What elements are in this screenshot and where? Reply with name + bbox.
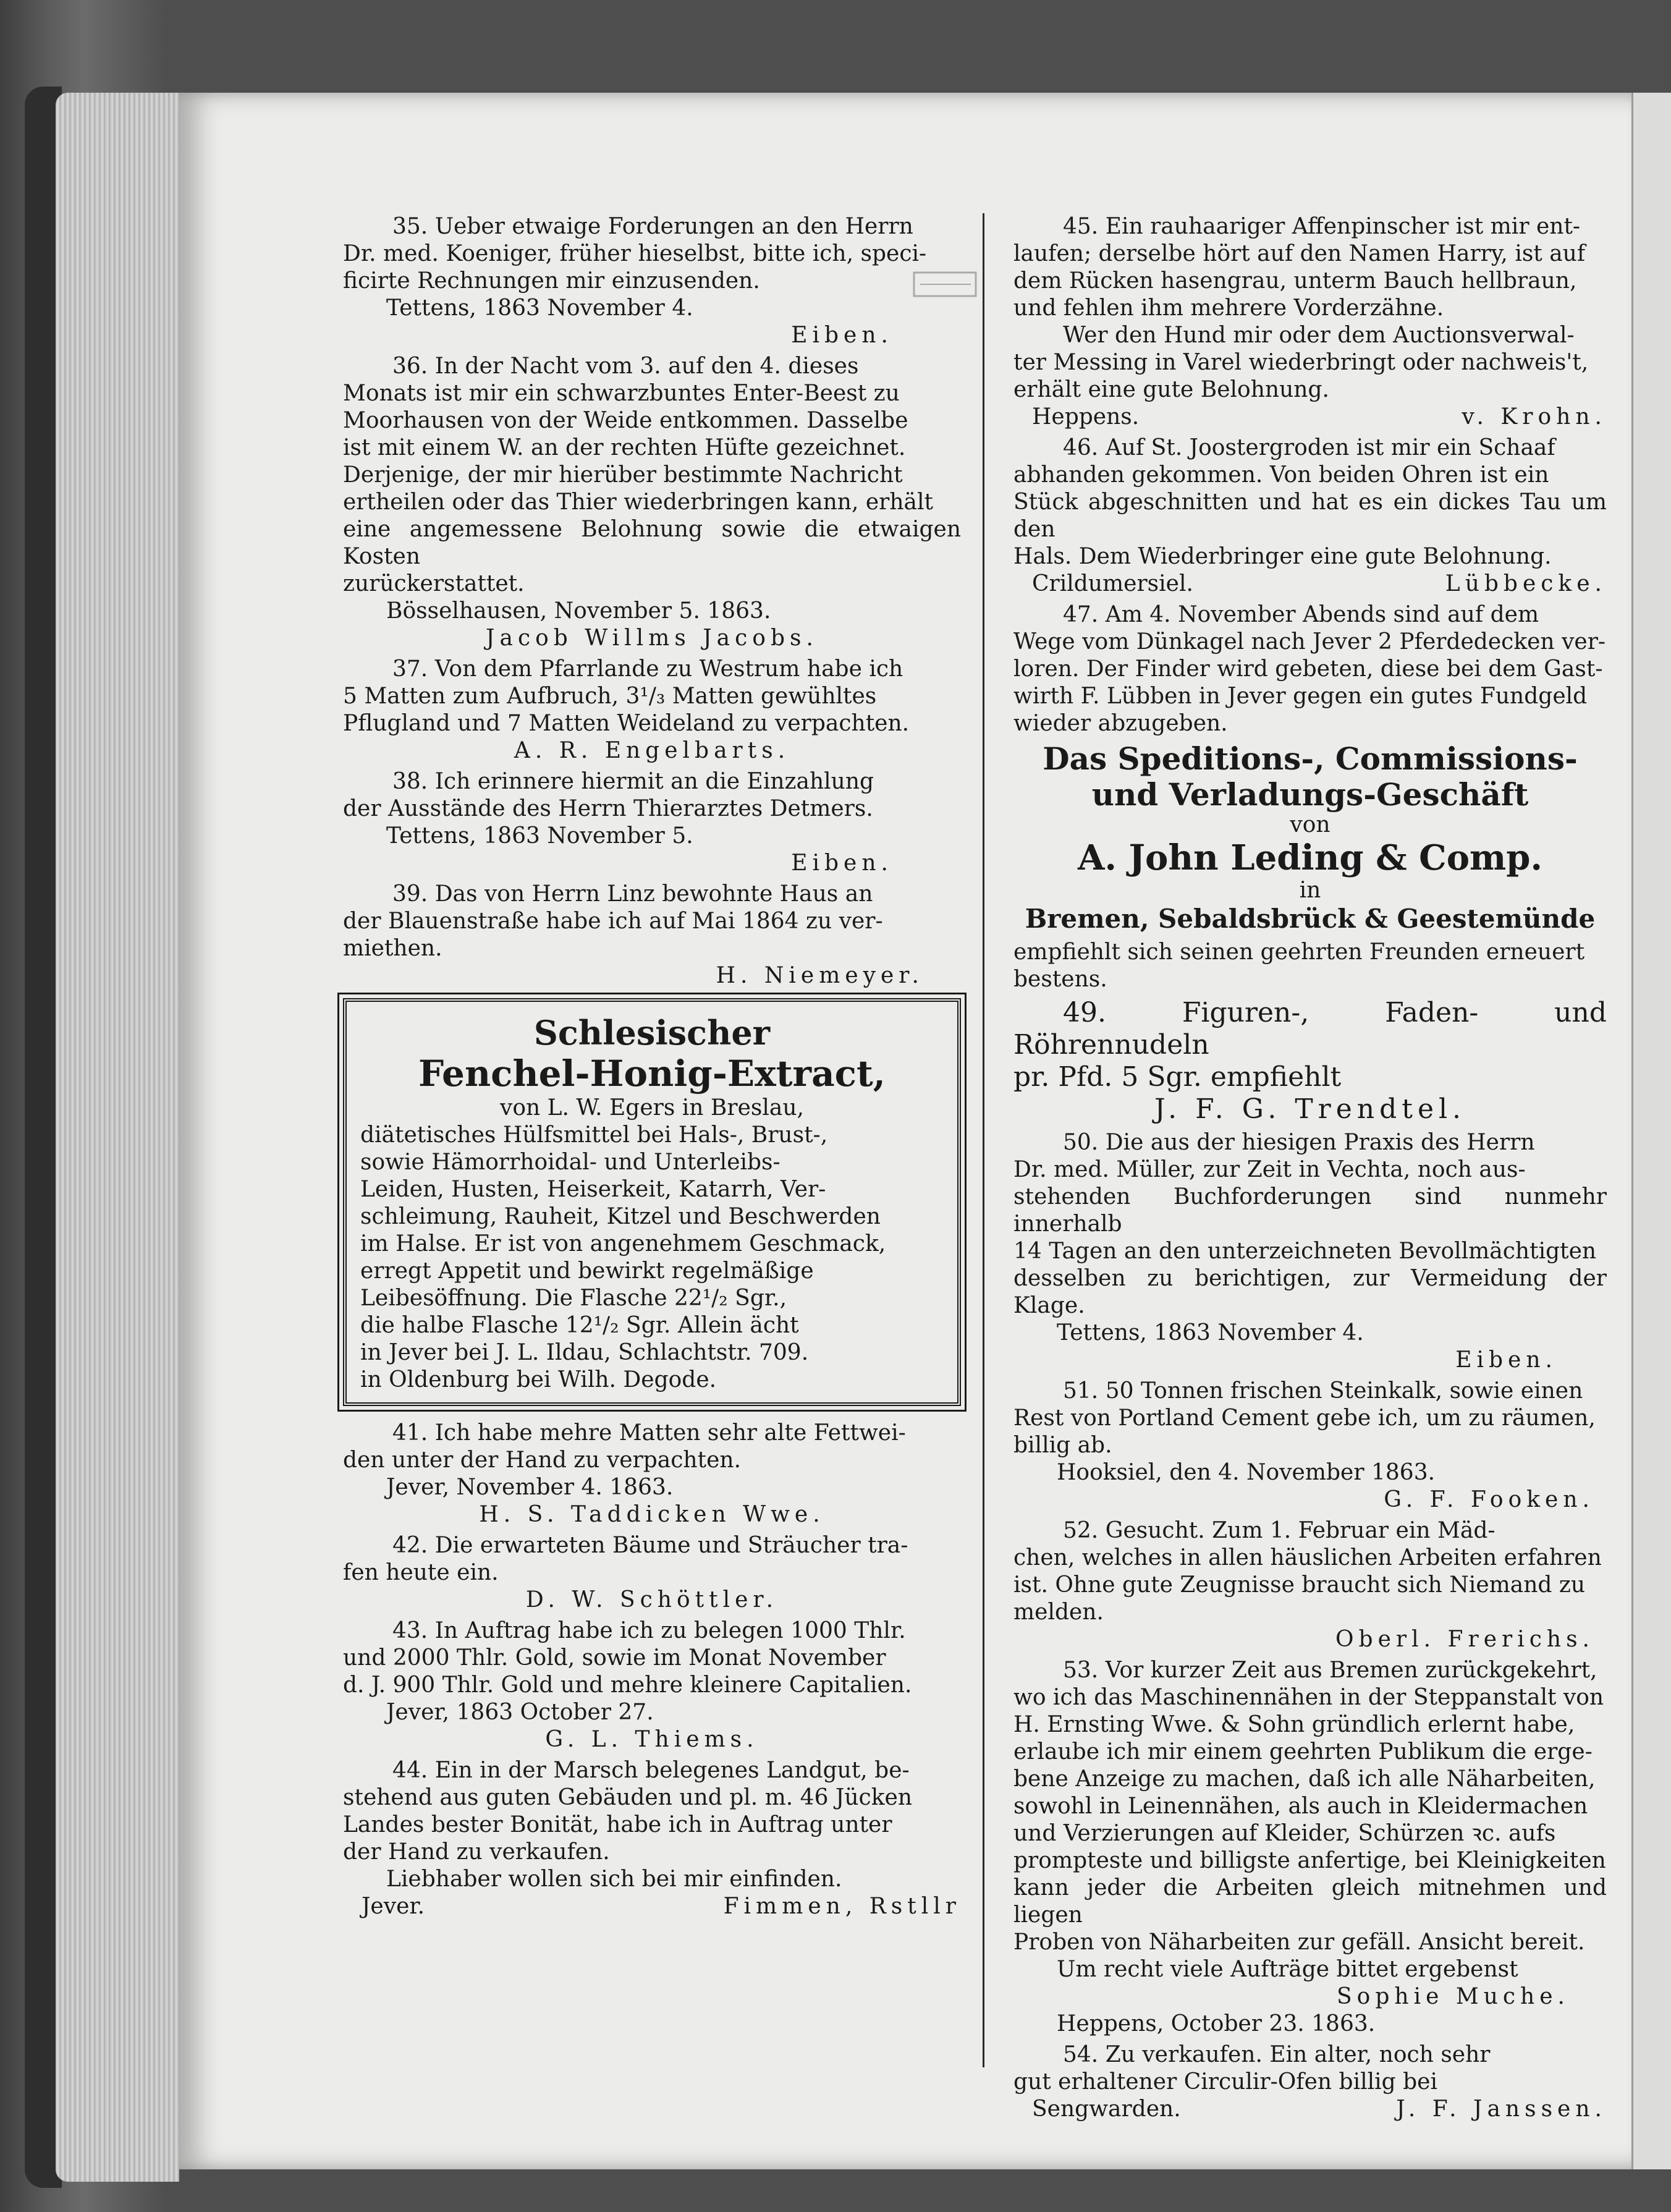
spedition-text [1013, 939, 1607, 993]
notice-signature: J. F. G. Trendtel. [1154, 1093, 1466, 1125]
notice-line: fen heute ein. [343, 1560, 499, 1585]
notice-line: pr. Pfd. 5 Sgr. empfiehlt [1013, 1061, 1342, 1093]
ad-line: von L. W. Egers in Breslau, [500, 1095, 804, 1121]
notice-line: 45. Ein rauhaariger Affenpinscher ist mir ent- [1063, 214, 1581, 239]
notice-line: 35. Ueber etwaige Forderungen an den Herrn [392, 214, 913, 239]
notice-49 [1013, 997, 1607, 1125]
notice-line: 49. Figuren-, Faden- und Röhrennudeln [1013, 997, 1607, 1061]
notice-place-date: Jever, November 4. 1863. [386, 1475, 674, 1500]
ad-line: im Halse. Er ist von angenehmem Geschmack, [360, 1231, 886, 1256]
notice-47 [1013, 601, 1607, 737]
notice-line: 43. In Auftrag habe ich zu belegen 1000 Thlr. [392, 1618, 906, 1643]
notice-line: Dr. med. Müller, zur Zeit in Vechta, noch aus- [1013, 1157, 1526, 1182]
notice-37 [343, 656, 961, 765]
notice-line: melden. [1013, 1600, 1104, 1625]
ad-line: erregt Appetit und bewirkt regelmäßige [360, 1258, 814, 1284]
notice-line: Stück abgeschnitten und hat es ein dickes Tau um den [1013, 489, 1607, 542]
spedition-subtitle: und Verladungs-Geschäft [1091, 776, 1529, 813]
ad-title: Schlesischer [533, 1013, 771, 1053]
notice-signature: Oberl. Frerichs. [1335, 1627, 1594, 1652]
notice-line: eine angemessene Belohnung sowie die etwaigen Kosten [343, 517, 961, 569]
notice-place-date: Tettens, 1863 November 4. [1057, 1320, 1364, 1345]
ad-line: Leibesöffnung. Die Flasche 22¹/₂ Sgr., [360, 1286, 787, 1311]
notice-signature: H. Niemeyer. [716, 963, 924, 988]
notice-line: 47. Am 4. November Abends sind auf dem [1063, 602, 1539, 627]
notice-line: 42. Die erwarteten Bäume und Sträucher tra- [392, 1533, 908, 1558]
notice-53 [1013, 1657, 1607, 2038]
notice-signature: Jacob Willms Jacobs. [486, 625, 818, 651]
notice-place: Heppens. [1032, 404, 1140, 430]
notice-line: der Hand zu verkaufen. [343, 1839, 610, 1865]
notice-line: 14 Tagen an den unterzeichneten Bevollmächtigten [1013, 1239, 1597, 1264]
notice-line: ertheilen oder das Thier wiederbringen kann, erhält [343, 489, 934, 515]
notice-line: 51. 50 Tonnen frischen Steinkalk, sowie einen [1063, 1378, 1583, 1404]
notice-line: 50. Die aus der hiesigen Praxis des Herrn [1063, 1130, 1535, 1155]
notice-51 [1013, 1378, 1607, 1514]
notice-line: wirth F. Lübben in Jever gegen ein gutes Fundgeld [1013, 684, 1588, 709]
notice-line: Hals. Dem Wiederbringer eine gute Belohnung. [1013, 544, 1552, 569]
notice-line: 44. Ein in der Marsch belegenes Landgut, be- [392, 1758, 910, 1783]
ad-body [360, 1095, 944, 1394]
notice-line: Um recht viele Aufträge bittet ergebenst [1057, 1957, 1518, 1982]
notice-41 [343, 1420, 961, 1528]
left-column [343, 213, 961, 1924]
spedition-ad [1013, 741, 1607, 935]
spedition-von: von [1290, 812, 1330, 837]
notice-signature-row [1013, 570, 1607, 598]
ad-line: diätetisches Hülfsmittel bei Hals-, Brust-, [360, 1122, 828, 1148]
notice-signature: Lübbecke. [1445, 571, 1607, 596]
notice-line: empfiehlt sich seinen geehrten Freunden erneuert [1013, 939, 1585, 965]
notice-place-date: Heppens, October 23. 1863. [1057, 2011, 1376, 2036]
notice-36 [343, 353, 961, 652]
notice-line: wieder abzugeben. [1013, 711, 1228, 736]
notice-line: kann jeder die Arbeiten gleich mitnehmen und liegen [1013, 1875, 1607, 1928]
notice-line: sowohl in Leinennähen, als auch in Kleidermachen [1013, 1794, 1588, 1819]
notice-signature: J. F. Janssen. [1396, 2096, 1607, 2122]
notice-signature: v. Krohn. [1462, 404, 1607, 430]
notice-signature: D. W. Schöttler. [525, 1587, 779, 1612]
notice-line: bene Anzeige zu machen, daß ich alle Näharbeiten, [1013, 1766, 1596, 1792]
notice-line: zurückerstattet. [343, 571, 525, 596]
notice-50 [1013, 1129, 1607, 1374]
notice-signature: Eiben. [791, 323, 893, 348]
notice-place: Jever. [362, 1894, 425, 1919]
notice-line: und Verzierungen auf Kleider, Schürzen ꝛc. aufs [1013, 1821, 1556, 1846]
notice-line: miethen. [343, 936, 442, 961]
notice-line: Liebhaber wollen sich bei mir einfinden. [386, 1867, 842, 1892]
ad-line: in Oldenburg bei Wilh. Degode. [360, 1367, 717, 1392]
notice-35 [343, 213, 961, 349]
notice-line: 39. Das von Herrn Linz bewohnte Haus an [392, 881, 873, 907]
notice-place: Crildumersiel. [1032, 571, 1193, 596]
notice-place-date: Jever, 1863 October 27. [386, 1700, 654, 1725]
notice-line: billig ab. [1013, 1433, 1112, 1458]
notice-line: Rest von Portland Cement gebe ich, um zu räumen, [1013, 1405, 1596, 1431]
notice-line: und fehlen ihm mehrere Vorderzähne. [1013, 295, 1444, 321]
notice-45 [1013, 213, 1607, 431]
notice-signature: Eiben. [1455, 1347, 1557, 1373]
spedition-cities: Bremen, Sebaldsbrück & Geestemünde [1025, 904, 1596, 934]
notice-line: 36. In der Nacht vom 3. auf den 4. dieses [392, 354, 859, 379]
notice-52 [1013, 1517, 1607, 1653]
notice-signature: G. F. Fooken. [1384, 1487, 1594, 1512]
ad-line: schleimung, Rauheit, Kitzel und Beschwerden [360, 1204, 881, 1229]
notice-line: 38. Ich erinnere hiermit an die Einzahlung [392, 769, 874, 794]
notice-line: 5 Matten zum Aufbruch, 3¹/₃ Matten gewühltes [343, 684, 877, 709]
notice-line: Dr. med. Koeniger, früher hieselbst, bitte ich, speci- [343, 241, 927, 266]
notice-line: den unter der Hand zu verpachten. [343, 1447, 742, 1473]
notice-line: desselben zu berichtigen, zur Vermeidung der Klage. [1013, 1266, 1607, 1318]
adjacent-page-edge [1631, 93, 1671, 2169]
notice-line: abhanden gekommen. Von beiden Ohren ist ein [1013, 462, 1549, 488]
notice-signature-row [1013, 2096, 1607, 2123]
notice-line: Wege vom Dünkagel nach Jever 2 Pferdedecken ver- [1013, 629, 1606, 655]
notice-signature: H. S. Taddicken Wwe. [479, 1502, 825, 1527]
notice-line: der Ausstände des Herrn Thierarztes Detmers. [343, 796, 873, 821]
notice-line: 46. Auf St. Joostergroden ist mir ein Schaaf [1063, 435, 1555, 460]
ad-line: die halbe Flasche 12¹/₂ Sgr. Allein ächt [360, 1313, 799, 1338]
notice-line: 37. Von dem Pfarrlande zu Westrum habe ich [392, 656, 903, 682]
notice-place-date: Bösselhausen, November 5. 1863. [386, 598, 771, 624]
notice-signature: Eiben. [791, 850, 893, 876]
notice-signature-row [1013, 404, 1607, 431]
notice-signature: G. L. Thiems. [545, 1727, 759, 1752]
notice-line: laufen; derselbe hört auf den Namen Harry, ist auf [1013, 241, 1586, 266]
notice-line: Moorhausen von der Weide entkommen. Dasselbe [343, 408, 908, 433]
notice-line: prompteste und billigste anfertige, bei Kleinigkeiten [1013, 1848, 1606, 1873]
notice-line: 41. Ich habe mehre Matten sehr alte Fettwei- [392, 1420, 906, 1446]
notice-line: ist. Ohne gute Zeugnisse braucht sich Niemand zu [1013, 1572, 1586, 1598]
notice-line: stehend aus guten Gebäuden und pl. m. 46 Jücken [343, 1785, 913, 1810]
notice-line: Proben von Näharbeiten zur gefäll. Ansicht bereit. [1013, 1930, 1585, 1955]
notice-line: ter Messing in Varel wiederbringt oder nachweis't, [1013, 350, 1589, 375]
notice-place-date: Tettens, 1863 November 5. [386, 823, 693, 849]
spedition-in: in [1299, 878, 1321, 903]
notice-line: stehenden Buchforderungen sind nunmehr innerhalb [1013, 1184, 1607, 1237]
right-column [1013, 213, 1607, 2127]
notice-46 [1013, 434, 1607, 598]
book-page-edges [56, 93, 179, 2182]
notice-43 [343, 1617, 961, 1753]
notice-signature: A. R. Engelbarts. [514, 738, 790, 763]
notice-line: Landes bester Bonität, habe ich in Auftrag unter [343, 1812, 892, 1837]
notice-line: ist mit einem W. an der rechten Hüfte gezeichnet. [343, 435, 906, 460]
notice-line: Monats ist mir ein schwarzbuntes Enter-Beest zu [343, 381, 900, 406]
notice-38 [343, 768, 961, 877]
notice-signature: Sophie Muche. [1337, 1984, 1570, 2009]
fenchel-honig-ad [343, 998, 961, 1406]
notice-line: chen, welches in allen häuslichen Arbeiten erfahren [1013, 1545, 1602, 1570]
notice-line: loren. Der Finder wird gebeten, diese bei dem Gast- [1013, 656, 1603, 682]
notice-line: d. J. 900 Thlr. Gold und mehre kleinere Capitalien. [343, 1672, 912, 1698]
spedition-title: Das Speditions-, Commissions- [1043, 740, 1578, 777]
notice-line: gut erhaltener Circulir-Ofen billig bei [1013, 2069, 1437, 2095]
notice-line: und 2000 Thlr. Gold, sowie im Monat November [343, 1645, 886, 1671]
notice-signature: Fimmen, Rstllr [723, 1894, 961, 1919]
notice-signature-row [343, 1893, 961, 1920]
notice-42 [343, 1532, 961, 1614]
notice-place-date: Hooksiel, den 4. November 1863. [1057, 1460, 1436, 1485]
notice-line: bestens. [1013, 967, 1107, 992]
notice-line: wo ich das Maschinennähen in der Steppanstalt von [1013, 1685, 1604, 1710]
notice-line: erlaube ich mir einem geehrten Publikum die erge- [1013, 1739, 1593, 1765]
notice-39 [343, 881, 961, 989]
notice-line: Derjenige, der mir hierüber bestimmte Nachricht [343, 462, 903, 488]
notice-place: Sengwarden. [1032, 2096, 1181, 2122]
notice-line: der Blauenstraße habe ich auf Mai 1864 zu ver- [343, 909, 883, 934]
notice-line: H. Ernsting Wwe. & Sohn gründlich erlernt habe, [1013, 1712, 1575, 1737]
notice-line: Wer den Hund mir oder dem Auctionsverwal- [1063, 323, 1575, 348]
notice-line: ficirte Rechnungen mir einzusenden. [343, 268, 760, 294]
notice-place-date: Tettens, 1863 November 4. [386, 295, 693, 321]
spedition-firm: A. John Leding & Comp. [1078, 837, 1542, 878]
notice-line: 54. Zu verkaufen. Ein alter, noch sehr [1063, 2042, 1491, 2067]
notice-44 [343, 1757, 961, 1920]
ad-product-name: Fenchel-Honig-Extract, [418, 1053, 886, 1095]
notice-54 [1013, 2041, 1607, 2123]
ad-line: sowie Hämorrhoidal- und Unterleibs- [360, 1150, 781, 1175]
notice-line: dem Rücken hasengrau, unterm Bauch hellbraun, [1013, 268, 1577, 294]
notice-line: erhält eine gute Belohnung. [1013, 377, 1329, 402]
notice-line: 52. Gesucht. Zum 1. Februar ein Mäd- [1063, 1518, 1495, 1543]
ad-line: in Jever bei J. L. Ildau, Schlachtstr. 709. [360, 1340, 809, 1365]
notice-line: 53. Vor kurzer Zeit aus Bremen zurückgekehrt, [1063, 1658, 1597, 1683]
column-divider [983, 213, 984, 2067]
notice-line: Pflugland und 7 Matten Weideland zu verpachten. [343, 711, 910, 736]
ad-line: Leiden, Husten, Heiserkeit, Katarrh, Ver- [360, 1177, 826, 1202]
